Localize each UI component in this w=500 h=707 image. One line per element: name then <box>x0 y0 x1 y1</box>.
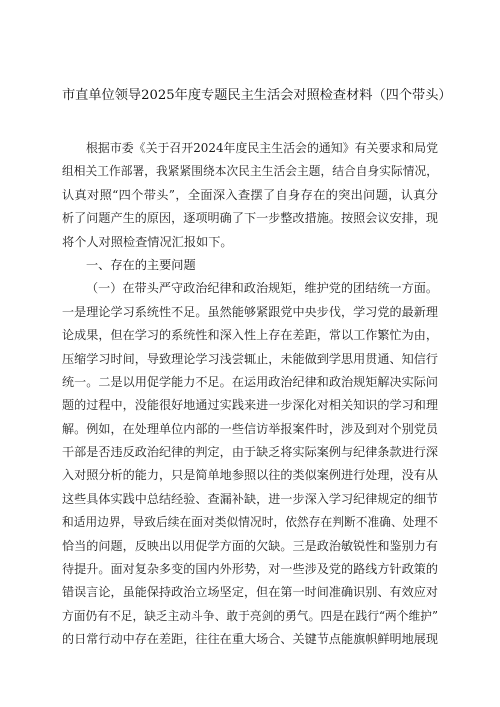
paragraph-line: 根据市委《关于召开2024年度民主生活会的通知》有关要求和局党 <box>86 141 438 155</box>
section-heading: 一、存在的主要问题 <box>86 257 196 272</box>
paragraph-line: 方面仍有不足，缺乏主动斗争、敢于亮剑的勇气。四是在践行“两个维护” <box>62 608 438 623</box>
paragraph-line: 组相关工作部署，我紧紧围绕本次民主生活会主题，结合自身实际情况， <box>62 164 438 179</box>
paragraph-line: 统一。二是以用促学能力不足。在运用政治纪律和政治规矩解决实际问 <box>62 374 438 389</box>
paragraph-line: 论成果，但在学习的系统性和深入性上存在差距，常以工作繁忙为由， <box>62 328 438 343</box>
paragraph-line: 的日常行动中存在差距，往往在重大场合、关键节点能旗帜鲜明地展现 <box>62 632 438 647</box>
paragraph-line: 认真对照“四个带头”，全面深入查摆了自身存在的突出问题，认真分 <box>62 187 438 202</box>
paragraph-line: 析了问题产生的原因，逐项明确了下一步整改措施。按照会议安排，现 <box>62 211 438 226</box>
paragraph-line: （一）在带头严守政治纪律和政治规矩，维护党的团结统一方面。 <box>86 281 438 296</box>
paragraph-line: 解。例如，在处理单位内部的一些信访举报案件时，涉及到对个别党员 <box>62 421 438 436</box>
paragraph-line: 压缩学习时间，导致理论学习浅尝辄止，未能做到学思用贯通、知信行 <box>62 351 438 366</box>
document-body <box>62 137 438 652</box>
paragraph-line: 干部是否违反政治纪律的判定，由于缺乏将实际案例与纪律条款进行深 <box>62 445 438 460</box>
paragraph-line: 将个人对照检查情况汇报如下。 <box>62 234 233 249</box>
paragraph-line: 入对照分析的能力，只是简单地参照以往的类似案例进行处理，没有从 <box>62 468 438 483</box>
paragraph-line: 这些具体实践中总结经验、查漏补缺，进一步深入学习纪律规定的细节 <box>62 491 438 506</box>
paragraph-line: 和适用边界，导致后续在面对类似情况时，依然存在判断不准确、处理不 <box>62 515 438 530</box>
paragraph-line: 恰当的问题，反映出以用促学方面的欠缺。三是政治敏锐性和鉴别力有 <box>62 538 438 553</box>
paragraph-line: 错误言论，虽能保持政治立场坚定，但在第一时间准确识别、有效应对 <box>62 585 438 600</box>
document-title: 市直单位领导2025年度专题民主生活会对照检查材料（四个带头） <box>62 88 452 103</box>
paragraph-line: 题的过程中，没能很好地通过实践来进一步深化对相关知识的学习和理 <box>62 398 438 413</box>
paragraph-line: 待提升。面对复杂多变的国内外形势，对一些涉及党的路线方针政策的 <box>62 562 438 577</box>
paragraph-line: 一是理论学习系统性不足。虽然能够紧跟党中央步伐，学习党的最新理 <box>62 304 438 319</box>
